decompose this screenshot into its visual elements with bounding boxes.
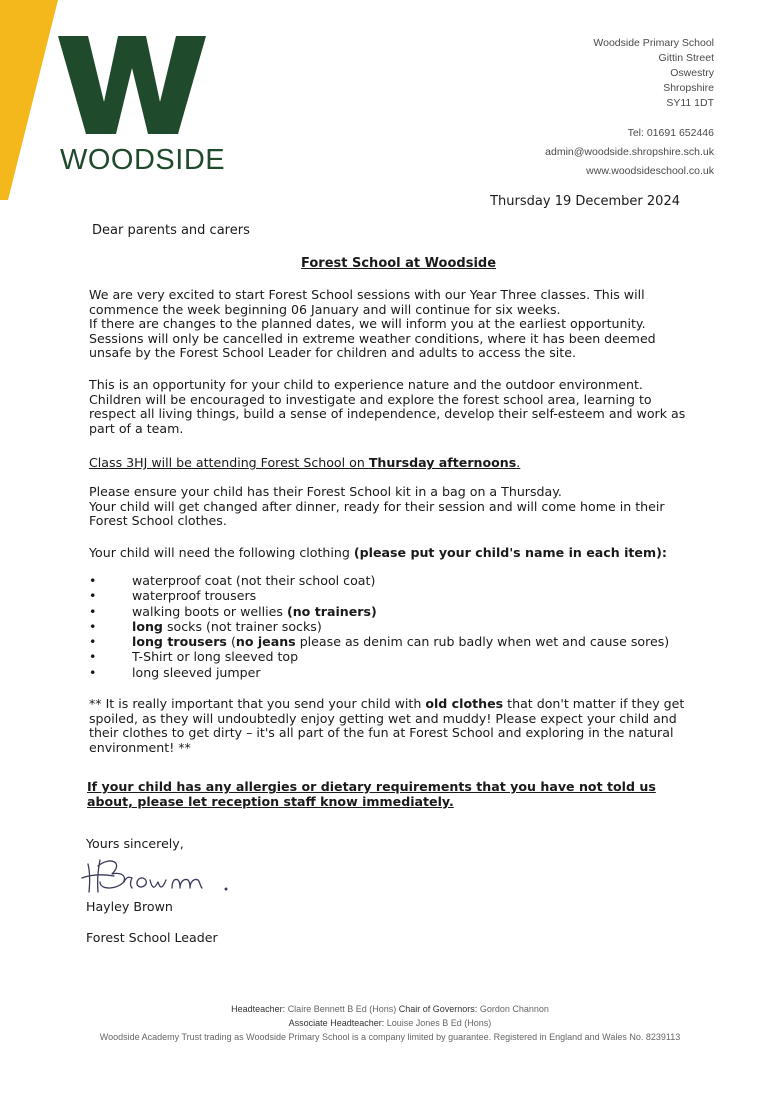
item-text: long sleeved jumper bbox=[132, 664, 261, 680]
list-item bbox=[89, 665, 669, 680]
old-clothes-paragraph bbox=[89, 697, 699, 755]
email-address: admin@woodside.shropshire.sch.uk bbox=[545, 146, 714, 158]
address-line: Gittin Street bbox=[658, 52, 714, 64]
bullet-icon: • bbox=[89, 618, 97, 634]
footer-associate bbox=[0, 1018, 780, 1028]
school-contact bbox=[545, 124, 714, 181]
logo-w-mark bbox=[58, 36, 206, 134]
footer-head-value: Claire Bennett B Ed (Hons) bbox=[287, 1004, 397, 1014]
class-schedule bbox=[89, 455, 520, 470]
list-item bbox=[89, 649, 669, 664]
greeting: Dear parents and carers bbox=[92, 223, 250, 238]
letter-date: Thursday 19 December 2024 bbox=[490, 194, 680, 209]
intro-text-changes: If there are changes to the planned dates, we will inform you at the earliest opportunity. Sessions will only be cancelled in extreme weather conditions, where it has been deemed unsafe by the Forest School Leader for children and adults to access the site. bbox=[89, 316, 656, 360]
address-line: SY11 1DT bbox=[666, 97, 714, 109]
logo-wordmark: WOODSIDE bbox=[60, 144, 226, 176]
footer-legal: Woodside Academy Trust trading as Woodside Primary School is a company limited by guarantee. Registered in England and Wales No. 8239113 bbox=[99, 1032, 681, 1042]
old-clothes-bold: old clothes bbox=[425, 696, 504, 711]
address-line: Woodside Primary School bbox=[593, 37, 714, 49]
item-text: socks (not trainer socks) bbox=[162, 618, 322, 634]
intro-paragraph bbox=[89, 288, 699, 361]
footer-staff bbox=[0, 1004, 780, 1014]
closing: Yours sincerely, bbox=[86, 836, 184, 851]
bullet-icon: • bbox=[89, 573, 97, 588]
item-text: waterproof coat (not their school coat) bbox=[132, 573, 376, 588]
item-text: waterproof trousers bbox=[132, 588, 257, 604]
clothing-list bbox=[89, 573, 669, 680]
intro-text: We are very excited to start Forest School sessions with our Year Three classes. This will commence the week beginning 06 January and will continue for six weeks. bbox=[89, 287, 645, 317]
item-bold: no jeans bbox=[235, 634, 296, 650]
item-bold: long trousers bbox=[132, 634, 227, 650]
item-bold: (no trainers) bbox=[286, 603, 377, 619]
signatory-role: Forest School Leader bbox=[86, 930, 218, 945]
address-line: Oswestry bbox=[670, 67, 714, 79]
old-clothes-text: ** It is really important that you send your child with bbox=[89, 696, 426, 711]
footer-assoc-label: Associate Headteacher: bbox=[288, 1018, 385, 1028]
item-text: please as denim can rub badly when wet and cause sores) bbox=[295, 634, 670, 650]
bullet-icon: • bbox=[89, 603, 97, 619]
list-item bbox=[89, 604, 669, 619]
class-schedule-suffix: . bbox=[516, 455, 521, 470]
allergy-warning: If your child has any allergies or dietary requirements that you have not told us about, please let reception staff know immediately. bbox=[87, 779, 656, 809]
list-item bbox=[89, 588, 669, 603]
clothing-intro bbox=[89, 545, 667, 560]
opportunity-paragraph: This is an opportunity for your child to experience nature and the outdoor environment. Children will be encouraged to investigate and explore the forest school area, learning to respect all living things, build a sense of independence, develop their self-esteem and work as part of a team. bbox=[89, 377, 686, 436]
handwritten-signature bbox=[80, 852, 240, 898]
kit-changing-text: Your child will get changed after dinner, ready for their session and will come home in their Forest School clothes. bbox=[89, 498, 665, 528]
bullet-icon: • bbox=[89, 588, 97, 604]
list-item bbox=[89, 619, 669, 634]
clothing-intro-text: Your child will need the following clothing bbox=[89, 545, 354, 560]
address-line: Shropshire bbox=[663, 82, 714, 94]
bullet-icon: • bbox=[89, 649, 97, 665]
website-address: www.woodsideschool.co.uk bbox=[586, 165, 714, 177]
list-item bbox=[89, 573, 669, 588]
signatory-name: Hayley Brown bbox=[86, 899, 173, 914]
item-text: walking boots or wellies bbox=[132, 603, 287, 619]
school-address bbox=[593, 36, 714, 111]
item-text: ( bbox=[226, 634, 236, 650]
item-bold: long bbox=[132, 618, 163, 634]
bullet-icon: • bbox=[89, 664, 97, 680]
telephone: Tel: 01691 652446 bbox=[627, 127, 714, 139]
old-clothes-text-rest: that don't matter if they get spoiled, as they will undoubtedly enjoy getting wet and muddy! Please expect your child and their clothes to get dirty – it's all part of the fun at Forest School and exploring in the natural environment! ** bbox=[89, 696, 685, 755]
footer-chair-label: Chair of Governors: bbox=[398, 1004, 478, 1014]
item-text: T-Shirt or long sleeved top bbox=[132, 649, 299, 665]
class-schedule-day: Thursday afternoons bbox=[368, 455, 517, 470]
footer-assoc-value: Louise Jones B Ed (Hons) bbox=[386, 1018, 492, 1028]
list-item bbox=[89, 634, 669, 649]
footer-chair-value: Gordon Channon bbox=[479, 1004, 549, 1014]
clothing-intro-bold: (please put your child's name in each item): bbox=[353, 545, 667, 560]
letter-title: Forest School at Woodside bbox=[301, 256, 497, 271]
footer-head-label: Headteacher: bbox=[231, 1004, 286, 1014]
kit-paragraph bbox=[89, 485, 699, 529]
class-schedule-prefix: Class 3HJ will be attending Forest School on bbox=[89, 455, 369, 470]
kit-text: Please ensure your child has their Forest School kit in a bag on a Thursday. bbox=[89, 484, 562, 499]
bullet-icon: • bbox=[89, 634, 97, 650]
